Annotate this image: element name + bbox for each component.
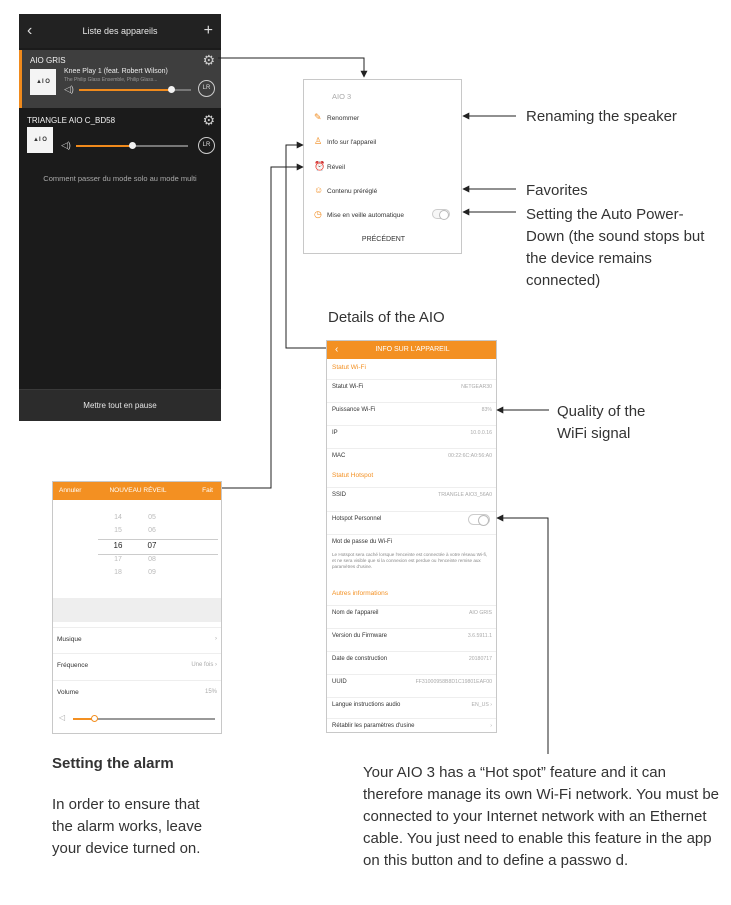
gear-icon[interactable]: ⚙ <box>202 112 215 128</box>
time-picker[interactable] <box>53 508 222 588</box>
device-info-header <box>327 341 497 359</box>
add-icon[interactable]: + <box>203 22 213 39</box>
info-value: NETGEAR30 <box>461 384 492 390</box>
info-value: 20180717 <box>468 656 492 662</box>
preset-icon: ☺ <box>314 185 324 195</box>
volume-slider[interactable] <box>79 89 191 91</box>
device-row[interactable] <box>19 110 221 168</box>
note-wifi-quality: Quality of the WiFi signal <box>557 403 646 442</box>
info-row-hotspot <box>327 511 497 527</box>
device-list-header <box>19 14 221 48</box>
menu-item-label: Contenu préréglé <box>327 188 378 195</box>
hotspot-description: Le Hotspot sera caché lorsque l'enceinte est connectée à votre réseau Wi-fi, et ne sera visible que si la connexion est perdue ou l'enceinte remise aux paramètres d'usine. <box>332 552 488 569</box>
info-row <box>327 448 497 464</box>
device-thumbnail: ▲I O <box>30 69 56 95</box>
info-row-wifi-strength <box>327 402 497 418</box>
info-row <box>327 425 497 441</box>
settings-menu <box>303 79 462 254</box>
section-wifi: Statut Wi-Fi <box>332 364 366 371</box>
gear-icon[interactable]: ⚙ <box>202 52 215 68</box>
menu-item-label: Mise en veille automatique <box>327 212 404 219</box>
info-key: Version du Firmware <box>332 633 388 639</box>
device-info-screen <box>326 340 497 733</box>
info-key: Puissance Wi-Fi <box>332 407 376 413</box>
info-value: FF31000958B8D1C19801EAF00 <box>415 679 492 685</box>
hour-option[interactable]: 14 <box>114 514 122 521</box>
speaker-icon: ◁ <box>59 713 66 722</box>
info-value: 10.0.0.16 <box>470 430 492 436</box>
back-icon[interactable]: ‹ <box>27 22 33 39</box>
alarm-header <box>53 482 222 500</box>
device-thumbnail: ▲I O <box>27 127 53 153</box>
alarm-row-frequency[interactable] <box>53 653 222 677</box>
done-button[interactable]: Fait <box>202 487 213 494</box>
alarm-value: 15% <box>204 689 217 695</box>
alarm-value: › <box>215 636 217 642</box>
info-key: Nom de l'appareil <box>332 610 379 616</box>
minute-option[interactable]: 08 <box>148 556 156 563</box>
info-key: SSID <box>332 492 347 498</box>
device-list-title: Liste des appareils <box>82 26 158 36</box>
info-row <box>327 651 497 667</box>
hour-selected[interactable]: 16 <box>113 541 123 550</box>
alarm-key: Fréquence <box>57 662 89 669</box>
volume-knob[interactable] <box>91 715 98 722</box>
info-value: › <box>490 723 492 729</box>
menu-item-rename[interactable] <box>314 110 454 124</box>
hotspot-explanation: Your AIO 3 has a “Hot spot” feature and it can therefore manage its own Wi-Fi network. You must be connected to your Internet network with an Ethernet cable. You just need to enable this feature in the app on this button and to define a passwo d. <box>363 764 720 869</box>
song-title: Knee Play 1 (feat. Robert Wilson) <box>64 68 168 75</box>
menu-item-label: Renommer <box>327 115 360 122</box>
info-value: 3.6.5911.1 <box>467 633 492 639</box>
note-favorites: Favorites <box>526 182 588 199</box>
minute-option[interactable]: 05 <box>148 514 156 521</box>
hour-option[interactable]: 17 <box>114 556 122 563</box>
info-key: UUID <box>332 679 347 685</box>
menu-item-device-info[interactable] <box>314 134 454 148</box>
menu-item-label: Info sur l'appareil <box>327 139 377 146</box>
volume-knob[interactable] <box>168 86 175 93</box>
arrow-alarm <box>222 167 303 488</box>
minute-option[interactable]: 09 <box>148 569 156 576</box>
cancel-button[interactable]: Annuler <box>59 487 82 494</box>
hotspot-toggle[interactable] <box>468 514 490 525</box>
info-row-password[interactable] <box>327 534 497 550</box>
note-renaming: Renaming the speaker <box>526 108 677 125</box>
device-row[interactable] <box>19 50 221 108</box>
section-other: Autres informations <box>332 590 388 597</box>
info-row <box>327 379 497 395</box>
arrow-gear-to-menu <box>218 58 364 77</box>
standby-icon: ◷ <box>314 209 322 219</box>
info-key: MAC <box>332 453 346 459</box>
info-row <box>327 628 497 644</box>
info-key: IP <box>332 430 338 436</box>
alarm-heading: Setting the alarm <box>52 755 174 772</box>
alarm-key: Musique <box>57 636 82 643</box>
info-row-factory-reset[interactable] <box>327 718 497 733</box>
info-row <box>327 487 497 503</box>
device-list-screen <box>19 14 221 421</box>
info-key: Hotspot Personnel <box>332 516 382 522</box>
info-value: 00:22:6C:A0:56:A0 <box>448 453 492 459</box>
menu-title: AIO 3 <box>332 92 352 101</box>
speaker-icon: ◁) <box>64 84 74 94</box>
alarm-value: Une fois › <box>191 662 217 668</box>
arrow-hotspot <box>497 518 548 754</box>
auto-standby-toggle[interactable] <box>432 209 450 219</box>
info-value: TRIANGLE AIO3_56A0 <box>438 492 492 498</box>
menu-item-label: Réveil <box>327 164 346 171</box>
song-artist: The Philip Glass Ensemble, Philip Glass... <box>64 77 158 83</box>
pause-all-button[interactable]: Mettre tout en pause <box>19 389 221 421</box>
note-auto-power-down: Setting the Auto Power-Down (the sound stops but the device remains connected) <box>526 206 705 289</box>
note-details: Details of the AIO <box>328 309 445 326</box>
device-info-title: INFO SUR L'APPAREIL <box>375 346 450 353</box>
menu-item-auto-standby[interactable] <box>314 207 454 221</box>
back-icon[interactable]: ‹ <box>335 344 339 355</box>
alarm-key: Volume <box>57 689 79 696</box>
user-icon: ♙ <box>314 136 323 146</box>
previous-button[interactable]: PRÉCÉDENT <box>361 236 406 243</box>
info-row-language[interactable] <box>327 697 497 713</box>
lr-badge[interactable]: LR <box>198 137 215 154</box>
info-row <box>327 605 497 621</box>
info-key: Statut Wi-Fi <box>332 384 364 390</box>
solo-multi-link[interactable]: Comment passer du mode solo au mode multi <box>43 174 197 183</box>
alarm-volume-slider[interactable] <box>73 718 215 720</box>
minute-option[interactable]: 06 <box>148 527 156 534</box>
hour-option[interactable]: 15 <box>114 527 122 534</box>
section-hotspot: Statut Hotspot <box>332 472 374 479</box>
info-key: Mot de passe du Wi-Fi <box>332 539 393 545</box>
menu-item-presets[interactable] <box>314 183 454 197</box>
device-name: AIO GRIS <box>30 56 66 65</box>
alarm-screen <box>52 481 222 734</box>
alarm-row-volume <box>53 680 222 704</box>
volume-slider[interactable] <box>76 145 188 147</box>
info-value: AIO GRIS <box>468 610 492 616</box>
info-value: EN_US › <box>471 702 492 708</box>
hour-option[interactable]: 18 <box>114 569 122 576</box>
info-row <box>327 674 497 690</box>
alarm-row-music[interactable] <box>53 627 222 651</box>
lr-badge[interactable]: LR <box>198 80 215 97</box>
info-key: Date de construction <box>332 656 388 662</box>
minute-selected[interactable]: 07 <box>147 541 157 550</box>
device-name: TRIANGLE AIO C_BD58 <box>27 116 116 125</box>
pencil-icon: ✎ <box>314 112 322 122</box>
volume-knob[interactable] <box>129 142 136 149</box>
menu-item-alarm[interactable] <box>314 159 454 173</box>
alarm-instructions: In order to ensure that the alarm works, leave your device turned on. <box>52 796 203 857</box>
info-key: Langue instructions audio <box>332 702 401 708</box>
info-value: 83% <box>481 407 492 413</box>
info-key: Rétablir les paramètres d'usine <box>332 723 415 729</box>
speaker-icon: ◁) <box>61 140 71 150</box>
picker-divider <box>98 539 218 540</box>
picker-divider <box>98 554 218 555</box>
spacer <box>53 598 222 622</box>
alarm-clock-icon: ⏰ <box>314 161 326 171</box>
alarm-title: NOUVEAU RÉVEIL <box>109 487 167 494</box>
